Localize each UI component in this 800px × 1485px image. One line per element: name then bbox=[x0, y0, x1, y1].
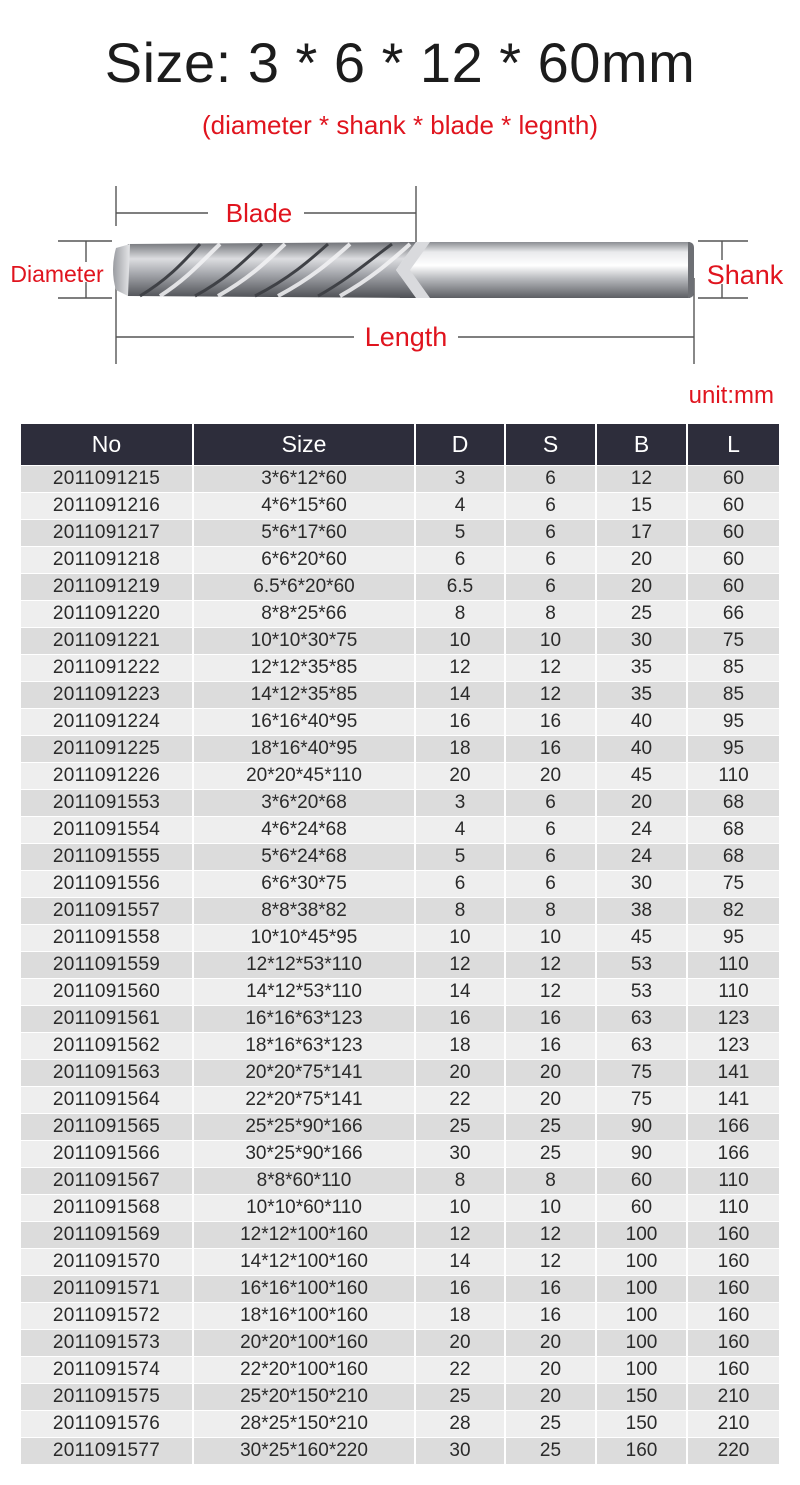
cell-b: 24 bbox=[596, 817, 687, 844]
cell-d: 18 bbox=[415, 1303, 505, 1330]
cell-s: 6 bbox=[505, 871, 596, 898]
cell-l: 210 bbox=[687, 1411, 779, 1438]
cell-d: 10 bbox=[415, 1195, 505, 1222]
cell-b: 30 bbox=[596, 628, 687, 655]
cell-d: 10 bbox=[415, 628, 505, 655]
cell-d: 12 bbox=[415, 1222, 505, 1249]
cell-l: 141 bbox=[687, 1087, 779, 1114]
cell-size: 14*12*35*85 bbox=[193, 682, 415, 709]
cell-b: 100 bbox=[596, 1303, 687, 1330]
cell-s: 25 bbox=[505, 1114, 596, 1141]
cell-d: 18 bbox=[415, 1033, 505, 1060]
column-header-no: No bbox=[21, 424, 193, 466]
table-row bbox=[21, 1222, 779, 1249]
cell-size: 18*16*40*95 bbox=[193, 736, 415, 763]
cell-s: 6 bbox=[505, 790, 596, 817]
cell-no: 2011091567 bbox=[21, 1168, 193, 1195]
cell-s: 8 bbox=[505, 601, 596, 628]
table-row bbox=[21, 1330, 779, 1357]
cell-l: 95 bbox=[687, 925, 779, 952]
table-row bbox=[21, 871, 779, 898]
cell-size: 10*10*30*75 bbox=[193, 628, 415, 655]
cell-size: 20*20*100*160 bbox=[193, 1330, 415, 1357]
cell-l: 110 bbox=[687, 952, 779, 979]
cell-s: 6 bbox=[505, 817, 596, 844]
cell-no: 2011091574 bbox=[21, 1357, 193, 1384]
unit-label: unit:mm bbox=[688, 382, 774, 409]
cell-s: 25 bbox=[505, 1141, 596, 1168]
cell-size: 8*8*38*82 bbox=[193, 898, 415, 925]
cell-b: 60 bbox=[596, 1195, 687, 1222]
cell-l: 95 bbox=[687, 736, 779, 763]
cell-b: 20 bbox=[596, 547, 687, 574]
table-row bbox=[21, 655, 779, 682]
cell-b: 35 bbox=[596, 682, 687, 709]
column-header-s: S bbox=[505, 424, 596, 466]
table-row bbox=[21, 925, 779, 952]
cell-s: 6 bbox=[505, 493, 596, 520]
cell-s: 6 bbox=[505, 520, 596, 547]
cell-no: 2011091223 bbox=[21, 682, 193, 709]
cell-d: 6 bbox=[415, 871, 505, 898]
cell-l: 123 bbox=[687, 1006, 779, 1033]
cell-size: 16*16*40*95 bbox=[193, 709, 415, 736]
diameter-label: Diameter bbox=[10, 261, 104, 287]
table-row bbox=[21, 979, 779, 1006]
cell-size: 5*6*17*60 bbox=[193, 520, 415, 547]
cell-no: 2011091561 bbox=[21, 1006, 193, 1033]
cell-s: 12 bbox=[505, 952, 596, 979]
cell-s: 25 bbox=[505, 1438, 596, 1465]
cell-size: 4*6*24*68 bbox=[193, 817, 415, 844]
cell-d: 3 bbox=[415, 466, 505, 493]
table-row bbox=[21, 1087, 779, 1114]
table-row bbox=[21, 1411, 779, 1438]
cell-size: 25*25*90*166 bbox=[193, 1114, 415, 1141]
cell-s: 16 bbox=[505, 709, 596, 736]
table-row bbox=[21, 601, 779, 628]
cell-d: 20 bbox=[415, 1060, 505, 1087]
cell-b: 20 bbox=[596, 574, 687, 601]
cell-no: 2011091225 bbox=[21, 736, 193, 763]
cell-b: 53 bbox=[596, 979, 687, 1006]
cell-s: 20 bbox=[505, 1330, 596, 1357]
cell-l: 160 bbox=[687, 1276, 779, 1303]
cell-no: 2011091222 bbox=[21, 655, 193, 682]
table-row bbox=[21, 547, 779, 574]
cell-l: 160 bbox=[687, 1222, 779, 1249]
cell-b: 24 bbox=[596, 844, 687, 871]
table-row bbox=[21, 1114, 779, 1141]
cell-size: 22*20*100*160 bbox=[193, 1357, 415, 1384]
cell-size: 5*6*24*68 bbox=[193, 844, 415, 871]
cell-no: 2011091565 bbox=[21, 1114, 193, 1141]
cell-s: 12 bbox=[505, 979, 596, 1006]
cell-d: 4 bbox=[415, 493, 505, 520]
cell-no: 2011091219 bbox=[21, 574, 193, 601]
table-row bbox=[21, 1303, 779, 1330]
cell-b: 60 bbox=[596, 1168, 687, 1195]
cell-size: 20*20*75*141 bbox=[193, 1060, 415, 1087]
cell-l: 110 bbox=[687, 979, 779, 1006]
table-row bbox=[21, 1384, 779, 1411]
table-row bbox=[21, 1141, 779, 1168]
cell-d: 30 bbox=[415, 1141, 505, 1168]
cell-no: 2011091562 bbox=[21, 1033, 193, 1060]
cell-no: 2011091571 bbox=[21, 1276, 193, 1303]
cell-size: 4*6*15*60 bbox=[193, 493, 415, 520]
table-row bbox=[21, 1249, 779, 1276]
cell-no: 2011091217 bbox=[21, 520, 193, 547]
table-row bbox=[21, 1438, 779, 1465]
cell-b: 100 bbox=[596, 1222, 687, 1249]
cell-l: 95 bbox=[687, 709, 779, 736]
cell-l: 110 bbox=[687, 1195, 779, 1222]
table-row bbox=[21, 1195, 779, 1222]
cell-no: 2011091553 bbox=[21, 790, 193, 817]
cell-size: 18*16*63*123 bbox=[193, 1033, 415, 1060]
table-header-row bbox=[21, 424, 779, 466]
spec-table bbox=[21, 424, 779, 1464]
table-row bbox=[21, 682, 779, 709]
cell-l: 166 bbox=[687, 1141, 779, 1168]
end-mill-shank bbox=[400, 242, 694, 298]
cell-b: 63 bbox=[596, 1006, 687, 1033]
column-header-l: L bbox=[687, 424, 779, 466]
cell-l: 166 bbox=[687, 1114, 779, 1141]
end-mill-diagram bbox=[0, 178, 800, 368]
cell-l: 141 bbox=[687, 1060, 779, 1087]
cell-size: 3*6*20*68 bbox=[193, 790, 415, 817]
blade-label: Blade bbox=[225, 198, 293, 228]
cell-s: 12 bbox=[505, 682, 596, 709]
table-row bbox=[21, 844, 779, 871]
cell-b: 38 bbox=[596, 898, 687, 925]
cell-b: 150 bbox=[596, 1411, 687, 1438]
table-row bbox=[21, 817, 779, 844]
page-subtitle: (diameter * shank * blade * legnth) bbox=[201, 110, 598, 140]
cell-s: 12 bbox=[505, 655, 596, 682]
cell-l: 160 bbox=[687, 1330, 779, 1357]
cell-d: 12 bbox=[415, 952, 505, 979]
cell-size: 16*16*100*160 bbox=[193, 1276, 415, 1303]
cell-d: 25 bbox=[415, 1114, 505, 1141]
table-row bbox=[21, 709, 779, 736]
cell-l: 160 bbox=[687, 1249, 779, 1276]
cell-s: 20 bbox=[505, 1087, 596, 1114]
cell-b: 40 bbox=[596, 736, 687, 763]
length-label: Length bbox=[364, 322, 448, 352]
cell-l: 66 bbox=[687, 601, 779, 628]
cell-b: 40 bbox=[596, 709, 687, 736]
cell-l: 68 bbox=[687, 790, 779, 817]
cell-s: 20 bbox=[505, 1357, 596, 1384]
table-row bbox=[21, 763, 779, 790]
cell-size: 12*12*53*110 bbox=[193, 952, 415, 979]
table-row bbox=[21, 952, 779, 979]
cell-s: 16 bbox=[505, 1033, 596, 1060]
cell-d: 22 bbox=[415, 1087, 505, 1114]
cell-l: 75 bbox=[687, 871, 779, 898]
cell-b: 75 bbox=[596, 1060, 687, 1087]
cell-d: 20 bbox=[415, 763, 505, 790]
cell-size: 25*20*150*210 bbox=[193, 1384, 415, 1411]
cell-s: 20 bbox=[505, 763, 596, 790]
cell-no: 2011091575 bbox=[21, 1384, 193, 1411]
cell-b: 25 bbox=[596, 601, 687, 628]
cell-d: 6.5 bbox=[415, 574, 505, 601]
cell-no: 2011091215 bbox=[21, 466, 193, 493]
table-row bbox=[21, 1006, 779, 1033]
cell-no: 2011091577 bbox=[21, 1438, 193, 1465]
cell-d: 6 bbox=[415, 547, 505, 574]
cell-l: 60 bbox=[687, 493, 779, 520]
table-row bbox=[21, 898, 779, 925]
cell-l: 75 bbox=[687, 628, 779, 655]
cell-size: 8*8*60*110 bbox=[193, 1168, 415, 1195]
cell-d: 8 bbox=[415, 601, 505, 628]
cell-l: 82 bbox=[687, 898, 779, 925]
cell-s: 12 bbox=[505, 1249, 596, 1276]
cell-no: 2011091558 bbox=[21, 925, 193, 952]
cell-b: 63 bbox=[596, 1033, 687, 1060]
cell-no: 2011091573 bbox=[21, 1330, 193, 1357]
cell-no: 2011091564 bbox=[21, 1087, 193, 1114]
cell-size: 12*12*100*160 bbox=[193, 1222, 415, 1249]
cell-no: 2011091568 bbox=[21, 1195, 193, 1222]
cell-b: 12 bbox=[596, 466, 687, 493]
cell-l: 60 bbox=[687, 520, 779, 547]
cell-l: 123 bbox=[687, 1033, 779, 1060]
table-row bbox=[21, 1276, 779, 1303]
cell-l: 85 bbox=[687, 655, 779, 682]
cell-s: 12 bbox=[505, 1222, 596, 1249]
cell-s: 8 bbox=[505, 1168, 596, 1195]
cell-no: 2011091220 bbox=[21, 601, 193, 628]
cell-s: 6 bbox=[505, 466, 596, 493]
cell-l: 60 bbox=[687, 574, 779, 601]
cell-size: 14*12*53*110 bbox=[193, 979, 415, 1006]
cell-s: 25 bbox=[505, 1411, 596, 1438]
cell-b: 35 bbox=[596, 655, 687, 682]
cell-no: 2011091557 bbox=[21, 898, 193, 925]
cell-no: 2011091216 bbox=[21, 493, 193, 520]
table-row bbox=[21, 466, 779, 493]
cell-d: 8 bbox=[415, 1168, 505, 1195]
cell-l: 160 bbox=[687, 1303, 779, 1330]
cell-d: 12 bbox=[415, 655, 505, 682]
cell-b: 15 bbox=[596, 493, 687, 520]
cell-s: 10 bbox=[505, 628, 596, 655]
cell-size: 14*12*100*160 bbox=[193, 1249, 415, 1276]
cell-d: 18 bbox=[415, 736, 505, 763]
table-row bbox=[21, 1357, 779, 1384]
cell-d: 8 bbox=[415, 898, 505, 925]
cell-size: 30*25*160*220 bbox=[193, 1438, 415, 1465]
cell-b: 150 bbox=[596, 1384, 687, 1411]
column-header-b: B bbox=[596, 424, 687, 466]
cell-size: 30*25*90*166 bbox=[193, 1141, 415, 1168]
cell-d: 16 bbox=[415, 709, 505, 736]
page-title: Size: 3 * 6 * 12 * 60mm bbox=[104, 31, 696, 94]
cell-size: 3*6*12*60 bbox=[193, 466, 415, 493]
cell-l: 60 bbox=[687, 466, 779, 493]
cell-s: 6 bbox=[505, 844, 596, 871]
cell-b: 160 bbox=[596, 1438, 687, 1465]
cell-s: 20 bbox=[505, 1060, 596, 1087]
table-row bbox=[21, 493, 779, 520]
cell-l: 68 bbox=[687, 817, 779, 844]
table-row bbox=[21, 520, 779, 547]
cell-s: 6 bbox=[505, 574, 596, 601]
cell-l: 160 bbox=[687, 1357, 779, 1384]
cell-size: 12*12*35*85 bbox=[193, 655, 415, 682]
cell-b: 100 bbox=[596, 1276, 687, 1303]
cell-no: 2011091569 bbox=[21, 1222, 193, 1249]
cell-s: 6 bbox=[505, 547, 596, 574]
table-row bbox=[21, 574, 779, 601]
cell-size: 10*10*45*95 bbox=[193, 925, 415, 952]
cell-b: 17 bbox=[596, 520, 687, 547]
table-body bbox=[21, 466, 779, 1465]
cell-d: 10 bbox=[415, 925, 505, 952]
cell-d: 22 bbox=[415, 1357, 505, 1384]
cell-s: 10 bbox=[505, 1195, 596, 1222]
cell-b: 100 bbox=[596, 1357, 687, 1384]
cell-no: 2011091559 bbox=[21, 952, 193, 979]
cell-size: 6.5*6*20*60 bbox=[193, 574, 415, 601]
cell-no: 2011091556 bbox=[21, 871, 193, 898]
cell-s: 16 bbox=[505, 1303, 596, 1330]
cell-size: 28*25*150*210 bbox=[193, 1411, 415, 1438]
table-row bbox=[21, 790, 779, 817]
cell-size: 6*6*20*60 bbox=[193, 547, 415, 574]
cell-no: 2011091218 bbox=[21, 547, 193, 574]
table-row bbox=[21, 628, 779, 655]
cell-size: 20*20*45*110 bbox=[193, 763, 415, 790]
cell-no: 2011091566 bbox=[21, 1141, 193, 1168]
cell-b: 100 bbox=[596, 1330, 687, 1357]
cell-l: 110 bbox=[687, 1168, 779, 1195]
cell-b: 90 bbox=[596, 1141, 687, 1168]
cell-no: 2011091554 bbox=[21, 817, 193, 844]
cell-size: 8*8*25*66 bbox=[193, 601, 415, 628]
cell-s: 20 bbox=[505, 1384, 596, 1411]
cell-l: 110 bbox=[687, 763, 779, 790]
cell-d: 5 bbox=[415, 520, 505, 547]
cell-d: 16 bbox=[415, 1006, 505, 1033]
cell-l: 68 bbox=[687, 844, 779, 871]
cell-no: 2011091221 bbox=[21, 628, 193, 655]
cell-s: 16 bbox=[505, 1276, 596, 1303]
cell-l: 85 bbox=[687, 682, 779, 709]
cell-d: 4 bbox=[415, 817, 505, 844]
cell-s: 16 bbox=[505, 1006, 596, 1033]
cell-b: 20 bbox=[596, 790, 687, 817]
cell-b: 100 bbox=[596, 1249, 687, 1276]
cell-b: 45 bbox=[596, 763, 687, 790]
cell-no: 2011091570 bbox=[21, 1249, 193, 1276]
cell-b: 90 bbox=[596, 1114, 687, 1141]
shank-label: Shank bbox=[706, 260, 784, 290]
cell-d: 5 bbox=[415, 844, 505, 871]
cell-size: 6*6*30*75 bbox=[193, 871, 415, 898]
cell-no: 2011091224 bbox=[21, 709, 193, 736]
end-mill-blade bbox=[113, 242, 430, 298]
cell-d: 14 bbox=[415, 979, 505, 1006]
cell-s: 8 bbox=[505, 898, 596, 925]
column-header-size: Size bbox=[193, 424, 415, 466]
cell-no: 2011091555 bbox=[21, 844, 193, 871]
cell-b: 45 bbox=[596, 925, 687, 952]
cell-b: 75 bbox=[596, 1087, 687, 1114]
table-row bbox=[21, 1060, 779, 1087]
cell-d: 28 bbox=[415, 1411, 505, 1438]
cell-d: 30 bbox=[415, 1438, 505, 1465]
cell-size: 18*16*100*160 bbox=[193, 1303, 415, 1330]
cell-no: 2011091560 bbox=[21, 979, 193, 1006]
cell-l: 220 bbox=[687, 1438, 779, 1465]
cell-l: 60 bbox=[687, 547, 779, 574]
cell-size: 22*20*75*141 bbox=[193, 1087, 415, 1114]
cell-no: 2011091572 bbox=[21, 1303, 193, 1330]
table-row bbox=[21, 736, 779, 763]
cell-d: 14 bbox=[415, 1249, 505, 1276]
cell-b: 53 bbox=[596, 952, 687, 979]
cell-b: 30 bbox=[596, 871, 687, 898]
cell-size: 10*10*60*110 bbox=[193, 1195, 415, 1222]
cell-d: 20 bbox=[415, 1330, 505, 1357]
cell-d: 16 bbox=[415, 1276, 505, 1303]
cell-d: 25 bbox=[415, 1384, 505, 1411]
table-row bbox=[21, 1168, 779, 1195]
column-header-d: D bbox=[415, 424, 505, 466]
table-row bbox=[21, 1033, 779, 1060]
cell-d: 3 bbox=[415, 790, 505, 817]
cell-size: 16*16*63*123 bbox=[193, 1006, 415, 1033]
cell-l: 210 bbox=[687, 1384, 779, 1411]
cell-no: 2011091563 bbox=[21, 1060, 193, 1087]
cell-d: 14 bbox=[415, 682, 505, 709]
cell-no: 2011091576 bbox=[21, 1411, 193, 1438]
cell-no: 2011091226 bbox=[21, 763, 193, 790]
cell-s: 10 bbox=[505, 925, 596, 952]
cell-s: 16 bbox=[505, 736, 596, 763]
